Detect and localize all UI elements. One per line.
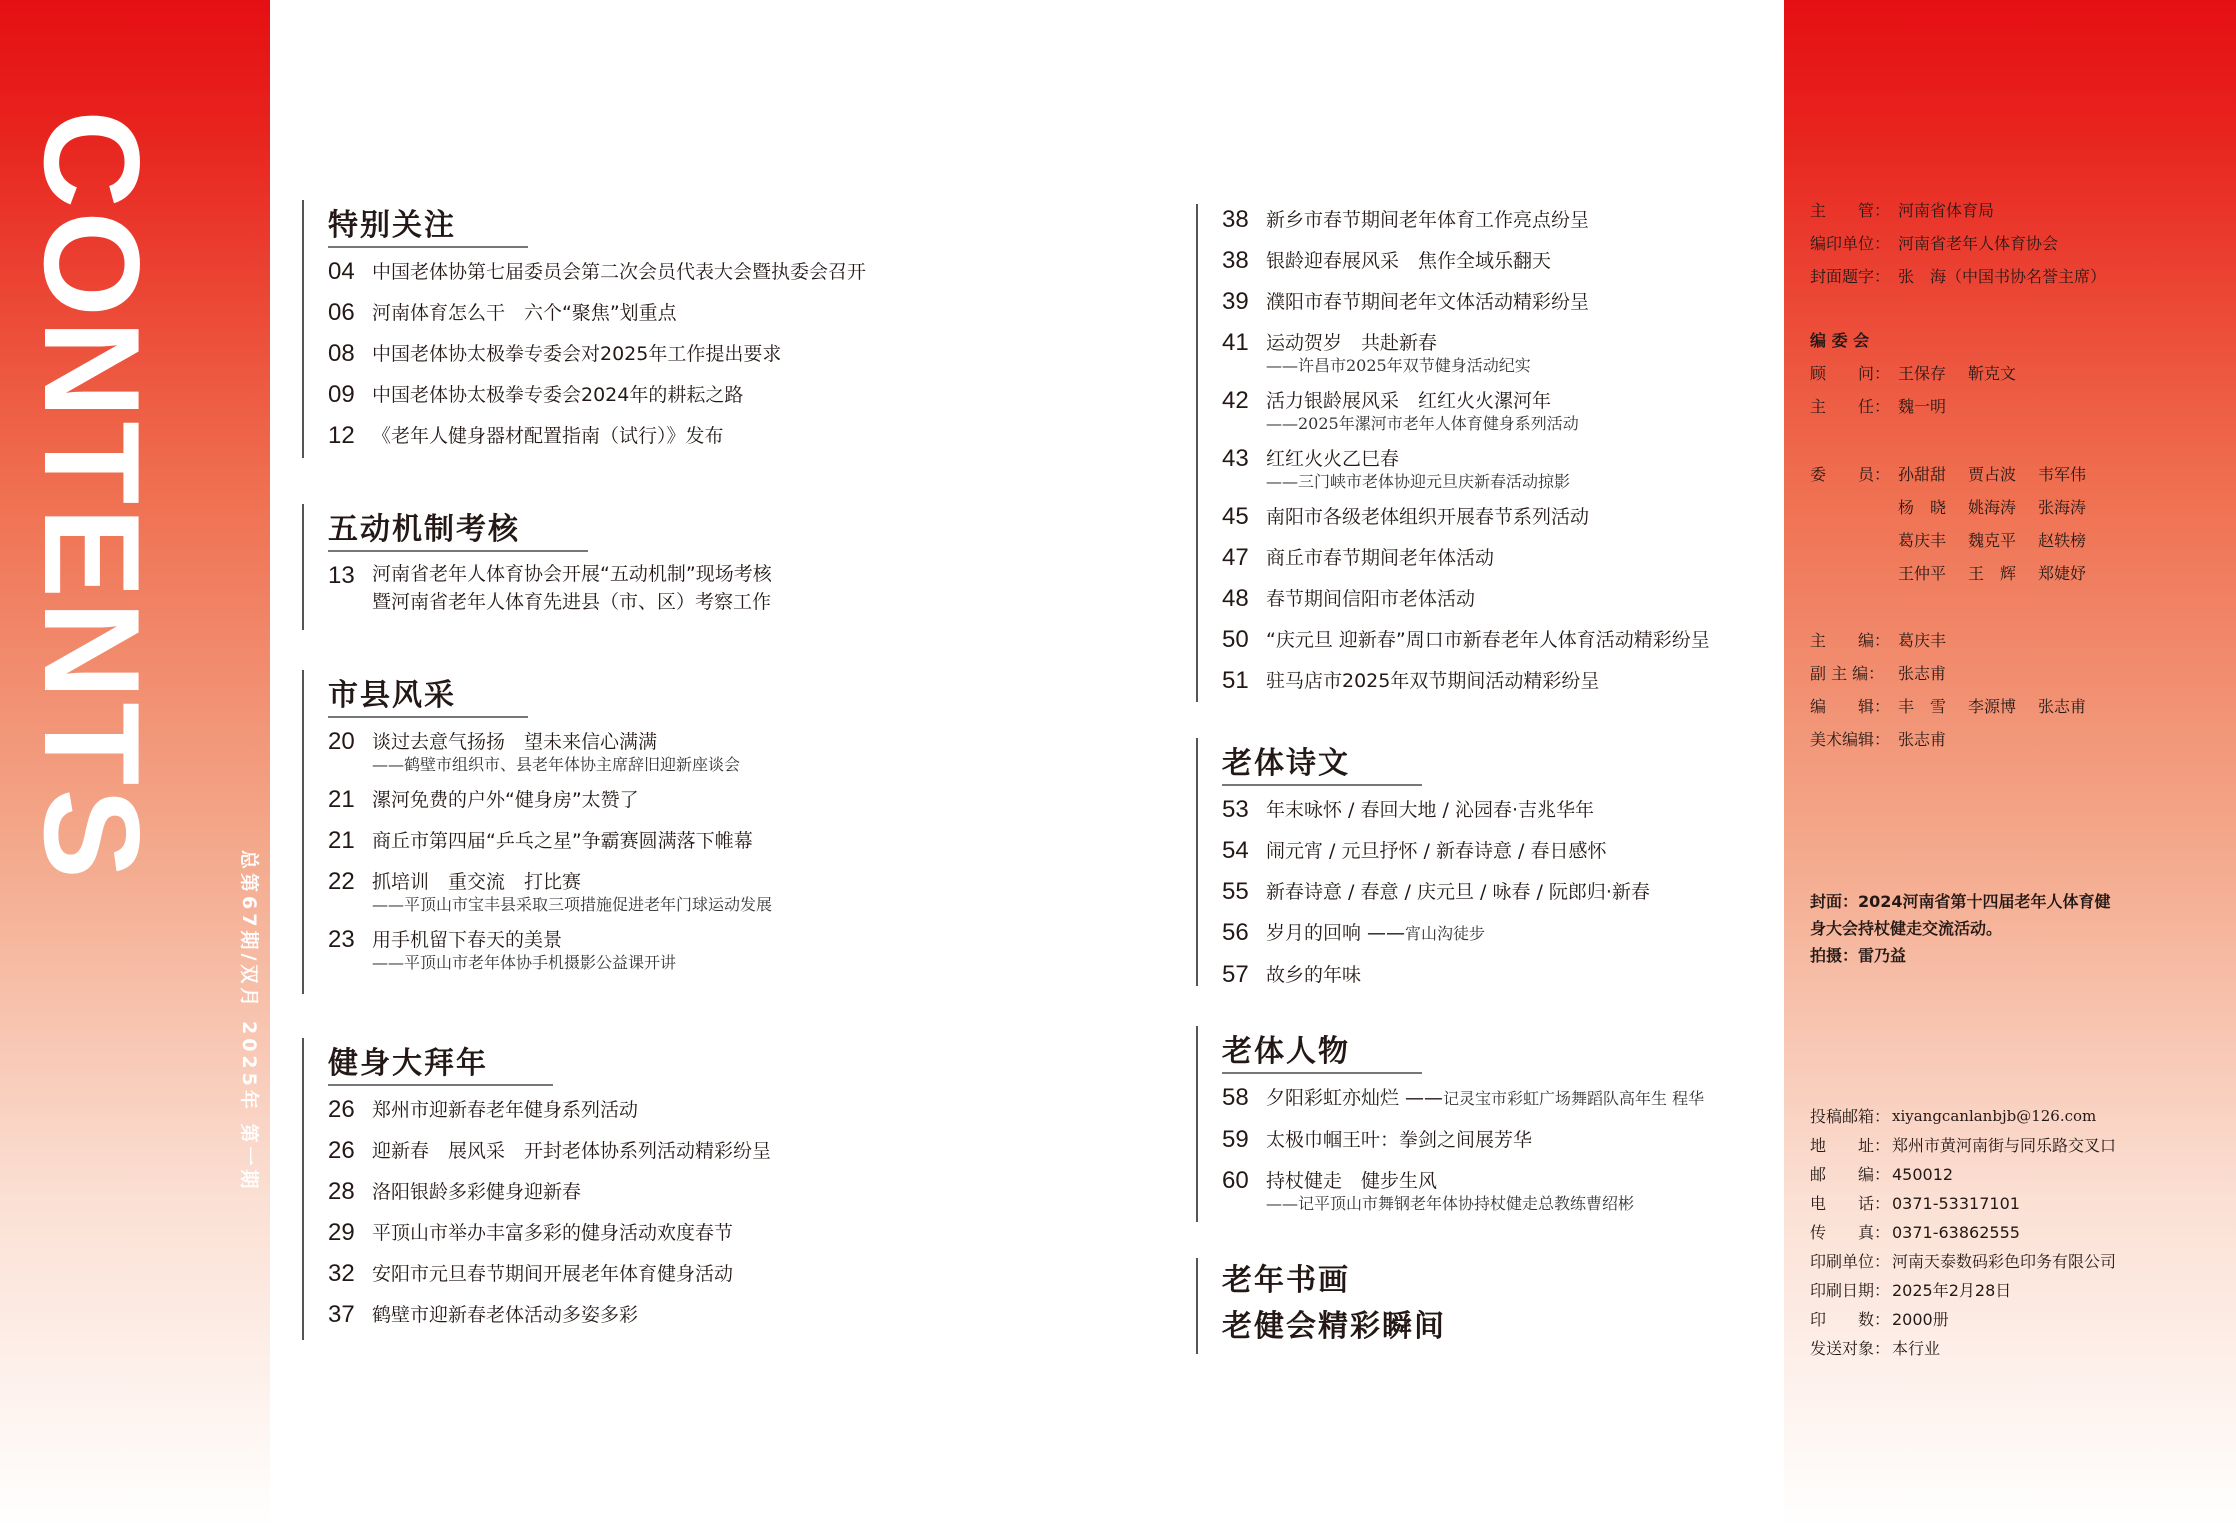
masthead-row: [1810, 1189, 2116, 1218]
entry-title: 平顶山市举办丰富多彩的健身活动欢度春节: [372, 1222, 734, 1244]
page-number: 55: [1222, 878, 1249, 905]
page-number: 04: [328, 258, 355, 285]
masthead-label: 编印单位：: [1810, 234, 1891, 253]
section-title: 老体诗文: [1222, 738, 1422, 786]
entry-title: 夕阳彩虹亦灿烂 ——: [1266, 1087, 1444, 1109]
page-number: 32: [328, 1260, 355, 1287]
section-title: 特别关注: [328, 200, 528, 248]
masthead-row: [1810, 690, 2108, 723]
person-name: 郑婕妤: [2038, 564, 2087, 583]
entry-title: 中国老体协太极拳专委会对2025年工作提出要求: [372, 343, 782, 365]
entry-title: 郑州市迎新春老年健身系列活动: [372, 1099, 639, 1121]
masthead-label: 封面题字：: [1810, 267, 1891, 286]
cover-caption-cont: 身大会持杖健走交流活动。: [1810, 919, 2003, 938]
person-name: 姚海涛: [1968, 498, 2017, 517]
masthead-value: 河南省老年人体育协会: [1898, 234, 2059, 253]
page-number: 51: [1222, 667, 1249, 694]
entry-subtitle: ——三门峡市老体协迎元旦庆新春活动掠影: [1266, 472, 1571, 491]
person-name: 杨 晓: [1898, 498, 1947, 517]
masthead-value: 0371-63862555: [1892, 1223, 2020, 1242]
page-number: 39: [1222, 288, 1249, 315]
entry-subtitle: ——许昌市2025年双节健身活动纪实: [1266, 356, 1531, 375]
page-number: 53: [1222, 796, 1249, 823]
entry-title: 持杖健走 健步生风: [1266, 1170, 1438, 1192]
page-number: 08: [328, 340, 355, 367]
section-special-focus: [302, 200, 882, 458]
person-name: 魏克平: [1968, 531, 2017, 550]
masthead-value: 2025年2月28日: [1892, 1281, 2012, 1300]
masthead-label: 委 员：: [1810, 465, 1891, 484]
masthead-value: 本行业: [1892, 1339, 1941, 1358]
masthead-row: [1810, 1131, 2116, 1160]
toc-entry[interactable]: [328, 825, 882, 857]
masthead-committee: [1810, 324, 2038, 423]
entry-title: 谈过去意气扬扬 望未来信心满满: [372, 731, 658, 753]
page-number: 26: [328, 1096, 355, 1123]
entry-title: 河南省老年人体育协会开展“五动机制”现场考核: [372, 563, 772, 585]
page-number: 13: [328, 562, 355, 589]
section-big-titles: [1196, 1258, 1776, 1354]
masthead-row: [1810, 1305, 2116, 1334]
toc-entry[interactable]: [1222, 245, 1776, 277]
masthead-row: [1810, 1218, 2116, 1247]
person-name: 贾占波: [1968, 465, 2017, 484]
masthead-label: 顾 问：: [1810, 364, 1891, 383]
toc-entry[interactable]: [328, 379, 882, 411]
page-number: 09: [328, 381, 355, 408]
section-fitness-new-year: [302, 1038, 882, 1340]
toc-entry[interactable]: [1222, 583, 1776, 615]
toc-entry[interactable]: [328, 1094, 882, 1126]
entry-title: 用手机留下春天的美景: [372, 929, 563, 951]
page-number: 22: [328, 868, 355, 895]
toc-entry[interactable]: [328, 560, 882, 616]
toc-entry[interactable]: [328, 784, 882, 816]
entry-title: 河南体育怎么干 六个“聚焦”划重点: [372, 302, 677, 324]
masthead-label: 地 址：: [1810, 1136, 1891, 1155]
contents-wordmark: CONTENTS: [16, 110, 168, 882]
entry-title: 春节期间信阳市老体活动: [1266, 588, 1476, 610]
entry-title: 中国老体协太极拳专委会2024年的耕耘之路: [372, 384, 744, 406]
toc-entry[interactable]: [328, 297, 882, 329]
masthead-members: [1810, 458, 2108, 590]
masthead-label: 印刷日期：: [1810, 1281, 1891, 1300]
masthead-row: [1810, 1247, 2116, 1276]
masthead-row: [1810, 1102, 2116, 1131]
section-title: 五动机制考核: [328, 504, 588, 552]
entry-title: 驻马店市2025年双节期间活动精彩纷呈: [1266, 670, 1600, 692]
entry-title: 新春诗意 / 春意 / 庆元旦 / 咏春 / 阮郎归·新春: [1266, 881, 1650, 903]
toc-entry[interactable]: [328, 1176, 882, 1208]
page-number: 58: [1222, 1084, 1249, 1111]
masthead-label: 美术编辑：: [1810, 730, 1891, 749]
toc-entry[interactable]: [1222, 501, 1776, 533]
page-number: 23: [328, 926, 355, 953]
page-number: 45: [1222, 503, 1249, 530]
page-number: 29: [328, 1219, 355, 1246]
entry-title: 《老年人健身器材配置指南（试行）》发布: [372, 425, 724, 447]
toc-entry[interactable]: [1222, 624, 1776, 656]
masthead-label: 印 数：: [1810, 1310, 1891, 1329]
page-number: 12: [328, 422, 355, 449]
cover-note: [1810, 888, 2111, 969]
masthead-value: 450012: [1892, 1165, 1954, 1184]
section-poetry: [1196, 738, 1776, 986]
toc-entry[interactable]: [1222, 917, 1776, 950]
page-number: 21: [328, 827, 355, 854]
page-number: 60: [1222, 1167, 1249, 1194]
entry-subtitle: ——记平顶山市舞钢老年体协持杖健走总教练曹绍彬: [1266, 1194, 1635, 1213]
entry-title: 闹元宵 / 元旦抒怀 / 新春诗意 / 春日感怀: [1266, 840, 1607, 862]
entry-title: 年末咏怀 / 春回大地 / 沁园春·吉兆华年: [1266, 799, 1595, 821]
masthead-supervision: [1810, 194, 2106, 293]
toc-left-column: [302, 200, 882, 1340]
masthead-row: [1810, 1276, 2116, 1305]
masthead-row: [1810, 458, 2108, 491]
toc-entry[interactable]: [1222, 286, 1776, 318]
publication-info: [1810, 1102, 2116, 1363]
masthead-value: 郑州市黄河南街与同乐路交叉口: [1892, 1136, 2117, 1155]
masthead-row: [1810, 524, 2108, 557]
person-name: 张志甫: [1898, 730, 1947, 749]
entry-title: 抓培训 重交流 打比赛: [372, 871, 582, 893]
masthead-row: [1810, 624, 2108, 657]
page-number: 42: [1222, 387, 1249, 414]
entry-title: 鹤壁市迎新春老体活动多姿多彩: [372, 1304, 639, 1326]
toc-entry[interactable]: [328, 924, 882, 973]
person-name: 张志甫: [2038, 697, 2087, 716]
toc-right-column: [1196, 204, 1776, 1354]
section-title: 健身大拜年: [328, 1038, 553, 1086]
toc-entry[interactable]: [328, 726, 882, 775]
entry-title: 商丘市第四届“乒乓之星”争霸赛圆满落下帷幕: [372, 830, 753, 852]
page-number: 41: [1222, 329, 1249, 356]
page-number: 57: [1222, 961, 1249, 988]
masthead-row: [1810, 227, 2106, 260]
entry-subtitle: ——平顶山市老年体协手机摄影公益课开讲: [372, 953, 677, 972]
entry-subtitle: 记灵宝市彩虹广场舞蹈队高年生 程华: [1443, 1089, 1705, 1108]
entry-title: 洛阳银龄多彩健身迎新春: [372, 1181, 582, 1203]
section-title: 市县风采: [328, 670, 528, 718]
feature-title-calligraphy[interactable]: 老年书画: [1222, 1263, 1350, 1298]
toc-entry[interactable]: [328, 1299, 882, 1331]
masthead-row: [1810, 657, 2108, 690]
page-number: 26: [328, 1137, 355, 1164]
masthead-row: [1810, 194, 2106, 227]
toc-entry[interactable]: [1222, 542, 1776, 574]
person-name: 赵轶榜: [2038, 531, 2087, 550]
toc-entry[interactable]: [1222, 665, 1776, 697]
page-number: 56: [1222, 919, 1249, 946]
masthead-label: 传 真：: [1810, 1223, 1891, 1242]
entry-title: 岁月的回响 ——: [1266, 922, 1406, 944]
issue-number: 总第67期/双月 2025年 第一期: [238, 850, 260, 1193]
page-number: 38: [1222, 206, 1249, 233]
masthead-label: 编 辑：: [1810, 697, 1891, 716]
person-name: 孙甜甜: [1898, 465, 1947, 484]
masthead-value: 张 海（中国书协名誉主席）: [1898, 267, 2107, 286]
entry-title: 太极巾帼王叶：拳剑之间展芳华: [1266, 1129, 1533, 1151]
entry-subtitle: ——2025年漯河市老年人体育健身系列活动: [1266, 414, 1579, 433]
page-number: 20: [328, 728, 355, 755]
entry-title: 迎新春 展风采 开封老体协系列活动精彩纷呈: [372, 1140, 772, 1162]
masthead-label: 主 编：: [1810, 631, 1891, 650]
section-city-county: [302, 670, 882, 994]
submission-email[interactable]: xiyangcanlanbjb@126.com: [1892, 1107, 2097, 1125]
section-title: 老体人物: [1222, 1026, 1422, 1074]
toc-entry[interactable]: [1222, 835, 1776, 867]
toc-entry[interactable]: [1222, 1165, 1776, 1214]
page-number: 38: [1222, 247, 1249, 274]
masthead-row: [1810, 723, 2108, 756]
toc-entry[interactable]: [328, 338, 882, 370]
toc-entry[interactable]: [1222, 959, 1776, 991]
toc-entry[interactable]: [1222, 1082, 1776, 1115]
masthead-label: 电 话：: [1810, 1194, 1891, 1213]
masthead-row: [1810, 1334, 2116, 1363]
toc-entry[interactable]: [328, 1217, 882, 1249]
toc-entry[interactable]: [1222, 443, 1776, 492]
page-number: 37: [328, 1301, 355, 1328]
person-name: 张海涛: [2038, 498, 2087, 517]
toc-entry[interactable]: [328, 256, 882, 288]
masthead-row: [1810, 1160, 2116, 1189]
toc-entry[interactable]: [1222, 385, 1776, 434]
masthead-row: [1810, 390, 2038, 423]
entry-title: 故乡的年味: [1266, 964, 1362, 986]
masthead-label: 主 任：: [1810, 397, 1891, 416]
cover-photographer: 拍摄：雷乃益: [1810, 946, 1907, 965]
masthead-value: 河南天泰数码彩色印务有限公司: [1892, 1252, 2117, 1271]
person-name: 葛庆丰: [1898, 531, 1947, 550]
feature-title-highlights[interactable]: 老健会精彩瞬间: [1222, 1309, 1446, 1344]
person-name: 丰 雪: [1898, 697, 1947, 716]
entry-title: 商丘市春节期间老年体活动: [1266, 547, 1495, 569]
toc-entry[interactable]: [328, 1135, 882, 1167]
section-five-mechanisms: [302, 504, 882, 630]
person-name: 韦军伟: [2038, 465, 2087, 484]
entry-title: 漯河免费的户外“健身房”太赞了: [372, 789, 639, 811]
entry-title: 新乡市春节期间老年体育工作亮点纷呈: [1266, 209, 1590, 231]
masthead-row: [1810, 557, 2108, 590]
entry-title: “庆元旦 迎新春”周口市新春老年人体育活动精彩纷呈: [1266, 629, 1710, 651]
masthead-label: 投稿邮箱：: [1810, 1107, 1891, 1126]
entry-title: 濮阳市春节期间老年文体活动精彩纷呈: [1266, 291, 1590, 313]
person-name: 王保存: [1898, 364, 1947, 383]
toc-entry[interactable]: [1222, 794, 1776, 826]
committee-title: 编 委 会: [1810, 331, 1870, 350]
entry-subtitle: ——平顶山市宝丰县采取三项措施促进老年门球运动发展: [372, 895, 773, 914]
masthead-editors: [1810, 624, 2108, 756]
page-number: 47: [1222, 544, 1249, 571]
entry-title: 活力银龄展风采 红红火火漯河年: [1266, 390, 1552, 412]
section-people: [1196, 1026, 1776, 1222]
entry-title: 中国老体协第七届委员会第二次会员代表大会暨执委会召开: [372, 261, 867, 283]
masthead-row: [1810, 260, 2106, 293]
page-number: 54: [1222, 837, 1249, 864]
masthead-label: 副 主 编：: [1810, 664, 1885, 683]
toc-entry[interactable]: [328, 1258, 882, 1290]
person-name: 李源博: [1968, 697, 2017, 716]
masthead-label: 印刷单位：: [1810, 1252, 1891, 1271]
entry-title: 银龄迎春展风采 焦作全域乐翻天: [1266, 250, 1552, 272]
masthead-row: [1810, 491, 2108, 524]
page-number: 43: [1222, 445, 1249, 472]
entry-subtitle: 宵山沟徒步: [1405, 924, 1486, 943]
page-number: 50: [1222, 626, 1249, 653]
toc-entry[interactable]: [1222, 876, 1776, 908]
person-name: 王仲平: [1898, 564, 1947, 583]
toc-entry[interactable]: [1222, 1124, 1776, 1156]
masthead-value: 河南省体育局: [1898, 201, 1995, 220]
entry-title: 运动贺岁 共赴新春: [1266, 332, 1438, 354]
entry-subtitle: ——鹤壁市组织市、县老年体协主席辞旧迎新座谈会: [372, 755, 741, 774]
masthead-row: [1810, 357, 2038, 390]
page-number: 21: [328, 786, 355, 813]
toc-entry[interactable]: [328, 866, 882, 915]
toc-entry[interactable]: [328, 420, 882, 452]
person-name: 张志甫: [1898, 664, 1947, 683]
toc-entry[interactable]: [1222, 204, 1776, 236]
person-name: 王 辉: [1968, 564, 2017, 583]
entry-title: 南阳市各级老体组织开展春节系列活动: [1266, 506, 1590, 528]
masthead-label: 主 管：: [1810, 201, 1891, 220]
person-name: 魏一明: [1898, 397, 1947, 416]
masthead-label: 邮 编：: [1810, 1165, 1891, 1184]
page-number: 48: [1222, 585, 1249, 612]
toc-entry[interactable]: [1222, 327, 1776, 376]
section-continued: [1196, 204, 1776, 702]
page-number: 06: [328, 299, 355, 326]
person-name: 葛庆丰: [1898, 631, 1947, 650]
entry-title: 红红火火乙巳春: [1266, 448, 1400, 470]
page-number: 28: [328, 1178, 355, 1205]
masthead-label: 发送对象：: [1810, 1339, 1891, 1358]
masthead-value: 2000册: [1892, 1310, 1949, 1329]
masthead-value: 0371-53317101: [1892, 1194, 2020, 1213]
person-name: 靳克文: [1968, 364, 2017, 383]
entry-title-cont: 暨河南省老年人体育先进县（市、区）考察工作: [372, 591, 772, 613]
page-number: 59: [1222, 1126, 1249, 1153]
entry-title: 安阳市元旦春节期间开展老年体育健身活动: [372, 1263, 734, 1285]
cover-caption: 封面：2024河南省第十四届老年人体育健: [1810, 892, 2111, 911]
